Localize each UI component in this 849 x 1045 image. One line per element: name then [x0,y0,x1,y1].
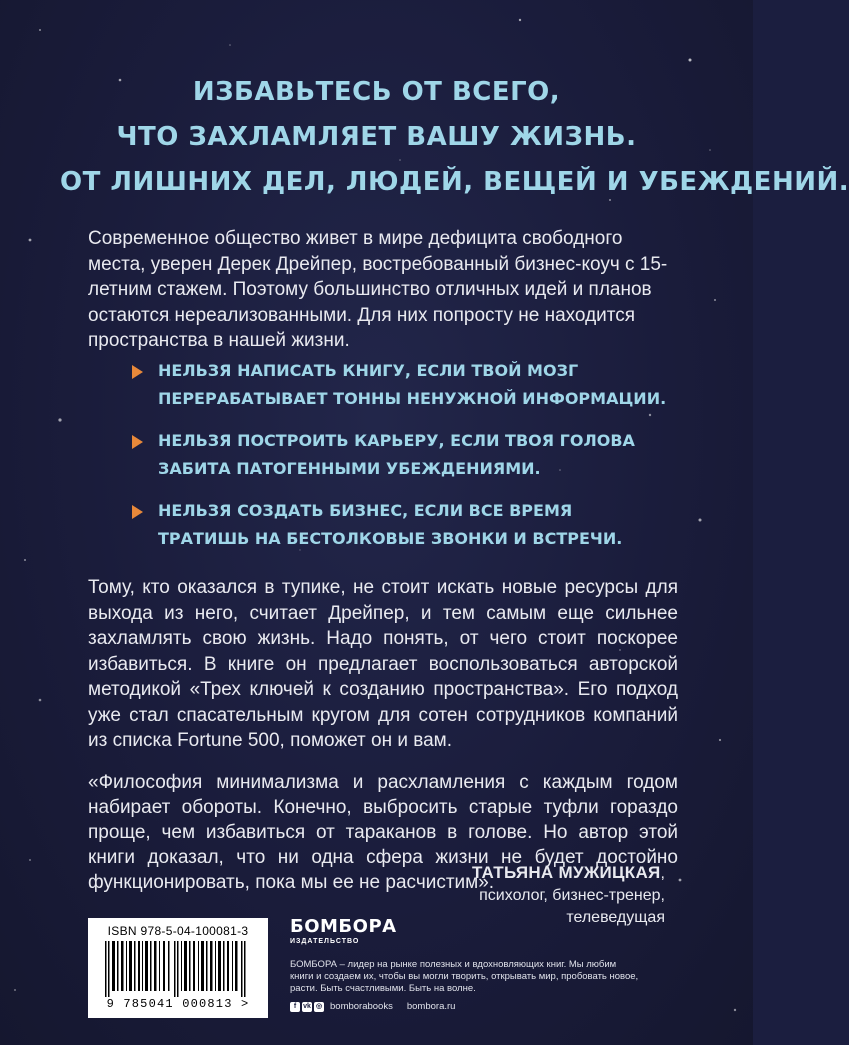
isbn-barcode [88,918,268,1018]
bullet-text: НЕЛЬЗЯ ПОСТРОИТЬ КАРЬЕРУ, ЕСЛИ ТВОЯ ГОЛОВА [158,431,635,450]
publisher-block [290,918,710,1012]
quote-paragraph: «Философия минимализма и расхламления с каждым годом набирает обороты. Конечно, выбросить старые туфли гораздо проще, чем избавиться от тараканов в голове. Но автор этой книги доказал, что ни одна сфера жизни не будет достойно функционировать, пока мы ее не расчистим». [88,772,678,893]
bullet-text: ЗАБИТА ПАТОГЕННЫМИ УБЕЖДЕНИЯМИ. [158,459,541,478]
body-paragraph: Тому, кто оказался в тупике, не стоит искать новые ресурсы для выхода из него, считает Дрейпер, и тем самым еще сильнее захламлять свою жизнь. Надо понять, от чего стоит поскорее избавиться. В книге он предлагает воспользоваться авторской методикой «Трех ключей к созданию пространства». Его подход уже стал спасательным кругом для сотен сотрудников компаний из списка Fortune 500, поможет он и вам. [88,577,678,751]
headline [60,70,849,205]
social-icons [290,1002,324,1012]
headline-line: ИЗБАВЬТЕСЬ ОТ ВСЕГО, [192,77,561,107]
headline-line: ОТ ЛИШНИХ ДЕЛ, ЛЮДЕЙ, ВЕЩЕЙ И УБЕЖДЕНИЙ. [60,167,849,197]
instagram-icon[interactable]: ◎ [315,1002,323,1010]
publisher-description: БОМБОРА – лидер на рынке полезных и вдохновляющих книг. Мы любим книги и создаем их, чтобы вы могли творить, открывать мир, пробовать новое, расти. Быть счастливыми. Быть на волне. [290,959,639,994]
triangle-arrow-icon [132,435,143,449]
isbn-label: ISBN 978-5-04-100081-3 [107,924,249,938]
author-comma: , [660,865,665,882]
triangle-arrow-icon [132,365,143,379]
bullet-item [128,427,635,483]
author-name: ТАТЬЯНА МУЖИЦКАЯ [471,863,661,882]
headline-line: ЧТО ЗАХЛАМЛЯЕТ ВАШУ ЖИЗНЬ. [116,122,637,152]
facebook-icon[interactable]: f [290,1002,300,1012]
publisher-logo-subtitle: ИЗДАТЕЛЬСТВО [290,938,360,945]
bullet-item [128,357,667,413]
publisher-links [290,1001,710,1012]
bullet-list [128,357,667,567]
bullet-text: НЕЛЬЗЯ СОЗДАТЬ БИЗНЕС, ЕСЛИ ВСЕ ВРЕМЯ [158,501,573,520]
bullet-text: ПЕРЕРАБАТЫВАЕТ ТОННЫ НЕНУЖНОЙ ИНФОРМАЦИИ. [158,389,667,408]
author-role: телеведущая [566,909,665,926]
author-role: психолог, бизнес-тренер, [479,887,665,904]
social-handle[interactable]: bomborabooks [330,1001,393,1012]
barcode-digits: 9 785041 000813 > [106,997,250,1011]
bullet-text: НЕЛЬЗЯ НАПИСАТЬ КНИГУ, ЕСЛИ ТВОЙ МОЗГ [158,361,579,380]
publisher-logo: БОМБОРА [290,916,397,937]
intro-paragraph: Современное общество живет в мире дефицита свободного места, уверен Дерек Дрейпер, востребованный бизнес-коуч с 15-летним стажем. Поэтому большинство отличных идей и планов остаются нереализованными. Для них попросту не находится пространства в нашей жизни. [88,228,668,351]
barcode-bars [103,941,253,997]
vk-icon[interactable]: vk [303,1002,311,1010]
bullet-item [128,497,623,553]
triangle-arrow-icon [132,505,143,519]
website-link[interactable]: bombora.ru [406,1001,456,1012]
bullet-text: ТРАТИШЬ НА БЕСТОЛКОВЫЕ ЗВОНКИ И ВСТРЕЧИ. [158,529,623,548]
